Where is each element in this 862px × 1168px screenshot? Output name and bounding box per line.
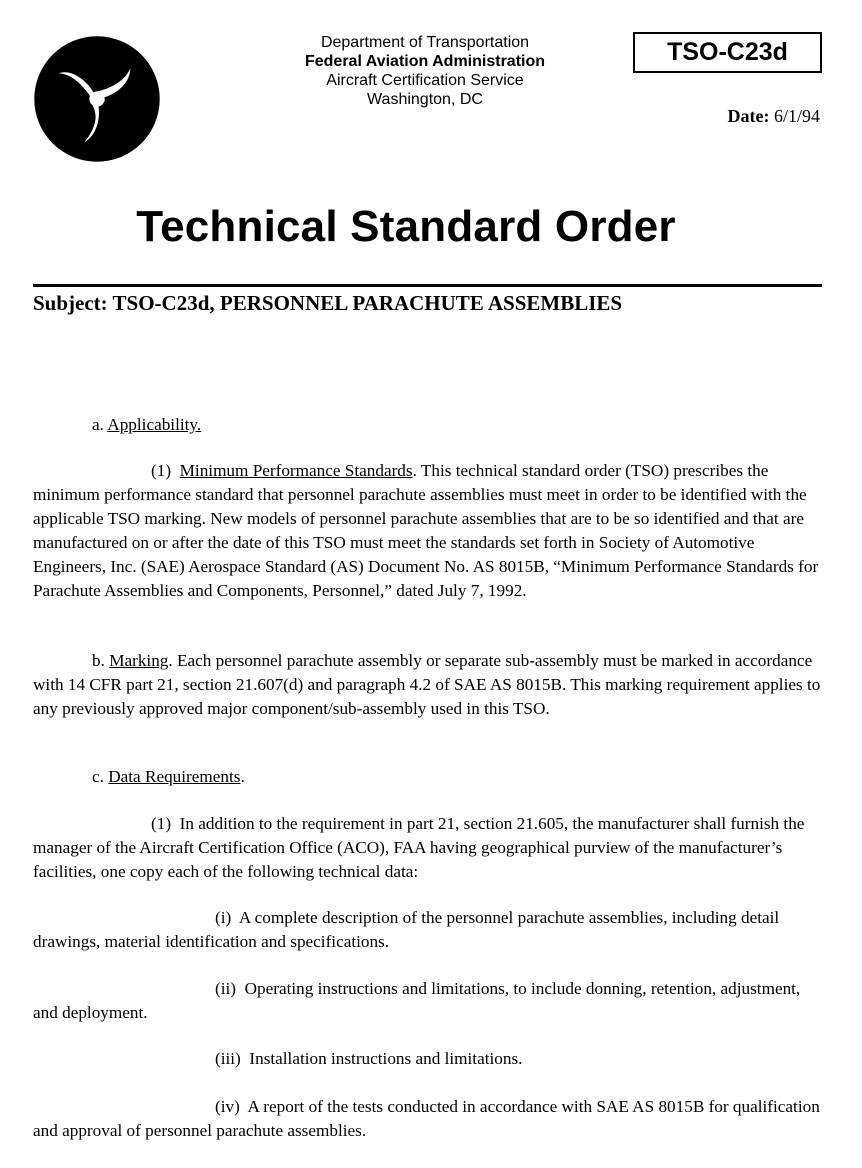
section-c1-text: In addition to the requirement in part 21, section 21.605, the manufacturer shall furnish the manager of the Aircraft Certification Office (ACO), FAA having geographical purview of the manufacturer’s facilities, one copy each of the following technical data: — [33, 814, 805, 881]
agency-block — [275, 33, 575, 109]
date-line — [728, 106, 821, 127]
section-cii-paragraph — [33, 977, 823, 1025]
tso-number-box: TSO-C23d — [633, 32, 822, 73]
section-a-heading — [92, 413, 201, 437]
section-ci-text: A complete description of the personnel parachute assemblies, including detail drawings, material identification and specifications. — [33, 908, 780, 951]
agency-location: Washington, DC — [367, 91, 483, 108]
page-title: Technical Standard Order — [136, 202, 676, 251]
title-divider — [33, 284, 822, 287]
agency-department: Department of Transportation — [320, 34, 530, 51]
section-c1-paragraph — [33, 812, 823, 884]
section-ciii-number: (iii) — [215, 1049, 241, 1068]
date-value: 6/1/94 — [773, 106, 820, 126]
section-ciii-paragraph — [33, 1047, 823, 1071]
section-c-label: c. — [92, 767, 104, 786]
section-a1-paragraph — [33, 459, 823, 603]
dot-triskelion-logo-icon — [33, 35, 161, 163]
section-b-label: b. — [92, 651, 105, 670]
section-b-text: . Each personnel parachute assembly or separate sub-assembly must be marked in accordance with 14 CFR part 21, section 21.607(d) and paragraph 4.2 of SAE AS 8015B. This marking requirement applies to any previously approved major component/sub-assembly used in this TSO. — [33, 651, 821, 718]
section-ci-paragraph — [33, 906, 823, 954]
section-a-title: Applicability. — [107, 415, 202, 434]
section-civ-paragraph — [33, 1095, 823, 1143]
subject-line: Subject: TSO-C23d, PERSONNEL PARACHUTE ASSEMBLIES — [33, 291, 623, 315]
section-c-suffix: . — [240, 767, 245, 786]
date-label: Date: — [727, 106, 770, 126]
section-c-title: Data Requirements — [108, 767, 241, 786]
section-b-title: Marking — [109, 651, 169, 670]
section-c-heading — [92, 765, 245, 789]
section-civ-number: (iv) — [215, 1097, 240, 1116]
section-cii-number: (ii) — [215, 979, 236, 998]
section-civ-text: A report of the tests conducted in accordance with SAE AS 8015B for qualification and approval of personnel parachute assemblies. — [33, 1097, 820, 1140]
section-ci-number: (i) — [215, 908, 232, 927]
section-c1-number: (1) — [151, 814, 172, 833]
section-ciii-text: Installation instructions and limitations. — [249, 1049, 523, 1068]
agency-service: Aircraft Certification Service — [326, 72, 524, 89]
section-b-paragraph — [33, 649, 823, 721]
section-cii-text: Operating instructions and limitations, to include donning, retention, adjustment, and deployment. — [33, 979, 801, 1022]
section-a1-number: (1) — [151, 461, 172, 480]
section-a1-title: Minimum Performance Standards — [179, 461, 413, 480]
section-a1-text: . This technical standard order (TSO) prescribes the minimum performance standard that personnel parachute assemblies must meet in order to be identified with the applicable TSO marking. New models of personnel parachute assemblies that are to be so identified and that are manufactured on or after the date of this TSO must meet the standards set forth in Society of Automotive Engineers, Inc. (SAE) Aerospace Standard (AS) Document No. AS 8015B, “Minimum Performance Standards for Parachute Assemblies and Components, Personnel,” dated July 7, 1992. — [33, 461, 819, 600]
section-a-label: a. — [92, 415, 104, 434]
agency-faa: Federal Aviation Administration — [304, 53, 546, 70]
